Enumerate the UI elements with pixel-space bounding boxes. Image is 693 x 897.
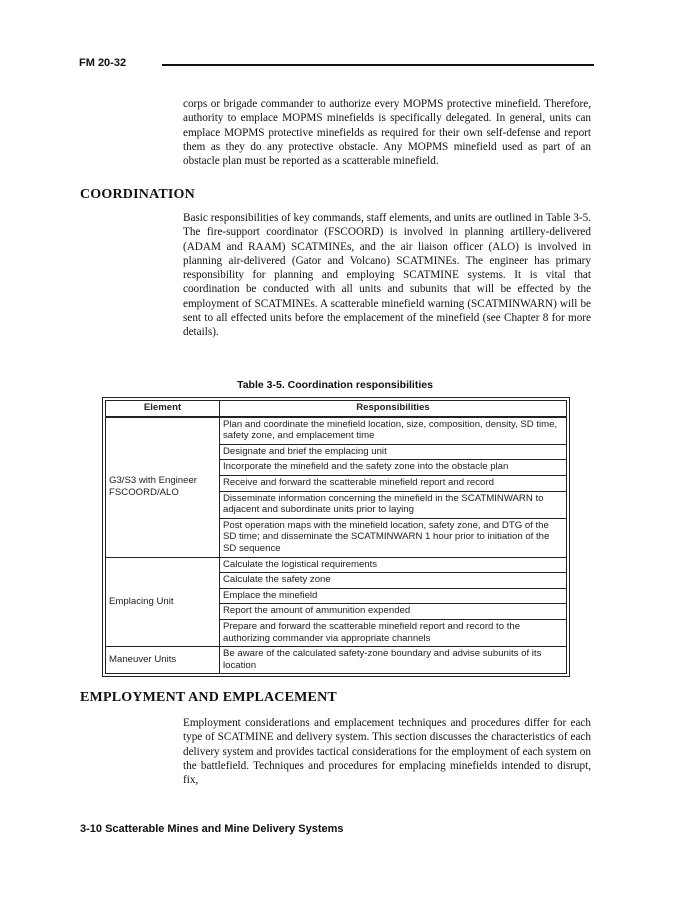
responsibility-cell: Plan and coordinate the minefield location, size, composition, density, SD time, safety zone, and emplacement time — [220, 417, 567, 445]
intro-paragraph: corps or brigade commander to authorize every MOPMS protective minefield. Therefore, authority to emplace MOPMS minefields is specifically delegated. In general, units can emplace MOPMS protective minefields as required for their own self-defense and report them as they do any protective obstacle. Any MOPMS minefield used as part of an obstacle plan must be reported as a scatterable minefield. — [183, 98, 591, 168]
coordination-heading: COORDINATION — [80, 187, 195, 202]
responsibility-cell: Designate and brief the emplacing unit — [220, 444, 567, 460]
header-element: Element — [106, 401, 220, 417]
page-footer: 3-10 Scatterable Mines and Mine Delivery Systems — [80, 823, 344, 835]
employment-paragraph: Employment considerations and emplacement techniques and procedures differ for each type of SCATMINE and delivery system. This section discusses the characteristics of each delivery system and provides tactical considerations for the employment of each system on the battlefield. Techniques and procedures for emplacing minefields intended to disrupt, fix, — [183, 717, 591, 787]
responsibility-cell: Calculate the safety zone — [220, 573, 567, 589]
responsibility-cell: Be aware of the calculated safety-zone boundary and advise subunits of its location — [220, 647, 567, 674]
element-cell: Emplacing Unit — [106, 557, 220, 647]
table-header-row — [106, 401, 567, 417]
responsibility-cell: Calculate the logistical requirements — [220, 557, 567, 573]
responsibility-cell: Disseminate information concerning the minefield in the SCATMINWARN to adjacent and subordinate units prior to laying — [220, 491, 567, 518]
coordination-table-frame — [102, 397, 570, 677]
table-row — [106, 557, 567, 573]
responsibility-cell: Emplace the minefield — [220, 588, 567, 604]
table-row — [106, 647, 567, 674]
element-cell: G3/S3 with Engineer FSCOORD/ALO — [106, 417, 220, 557]
responsibility-cell: Prepare and forward the scatterable minefield report and record to the authorizing commander via appropriate channels — [220, 619, 567, 646]
header-responsibilities: Responsibilities — [220, 401, 567, 417]
employment-heading: EMPLOYMENT AND EMPLACEMENT — [80, 690, 337, 705]
manual-code: FM 20-32 — [79, 57, 127, 69]
element-cell: Maneuver Units — [106, 647, 220, 674]
responsibility-cell: Report the amount of ammunition expended — [220, 604, 567, 620]
header-rule — [162, 64, 594, 66]
coordination-paragraph: Basic responsibilities of key commands, staff elements, and units are outlined in Table 3-5. The fire-support coordinator (FSCOORD) is involved in planning artillery-delivered (ADAM and RAAM) SCATMINEs, and the air liaison officer (ALO) is involved in planning air-delivered (Gator and Volcano) SCATMINEs. The engineer has primary responsibility for planning and employing SCATMINE systems. It is vital that coordination be conducted with all units and subunits that will be effected by the employment of SCATMINEs. A scatterable minefield warning (SCATMINWARN) will be sent to all effected units before the emplacement of the minefield (see Chapter 8 for more details). — [183, 212, 591, 339]
responsibility-cell: Incorporate the minefield and the safety zone into the obstacle plan — [220, 460, 567, 476]
coordination-table — [105, 400, 567, 674]
responsibility-cell: Receive and forward the scatterable minefield report and record — [220, 475, 567, 491]
table-row — [106, 417, 567, 445]
responsibility-cell: Post operation maps with the minefield location, safety zone, and DTG of the SD time; and disseminate the SCATMINWARN 1 hour prior to initiation of the SD sequence — [220, 518, 567, 557]
table-caption: Table 3-5. Coordination responsibilities — [237, 379, 433, 391]
